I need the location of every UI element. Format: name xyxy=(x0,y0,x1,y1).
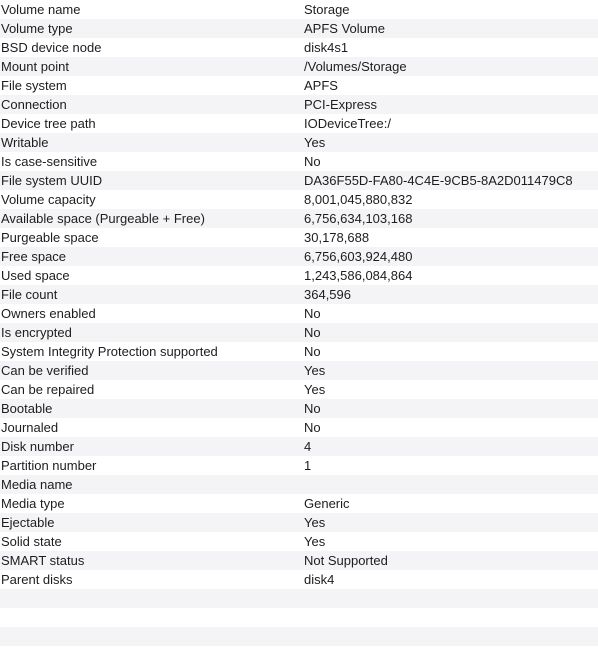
row-key: Journaled xyxy=(1,420,59,435)
row-key: Connection xyxy=(1,97,67,112)
row-value: No xyxy=(304,306,321,321)
row-key: SMART status xyxy=(1,553,85,568)
table-row[interactable] xyxy=(0,437,598,456)
row-value: Yes xyxy=(304,382,326,397)
row-key: Purgeable space xyxy=(1,230,99,245)
table-row[interactable] xyxy=(0,513,598,532)
row-value: No xyxy=(304,154,321,169)
row-value: No xyxy=(304,420,321,435)
table-row[interactable] xyxy=(0,57,598,76)
row-value: 6,756,634,103,168 xyxy=(304,211,413,226)
table-row[interactable] xyxy=(0,456,598,475)
row-value: Generic xyxy=(304,496,350,511)
row-key: File system xyxy=(1,78,67,93)
row-key: Device tree path xyxy=(1,116,96,131)
row-key: Media name xyxy=(1,477,73,492)
row-value: Yes xyxy=(304,515,326,530)
table-row[interactable] xyxy=(0,133,598,152)
row-key: Owners enabled xyxy=(1,306,96,321)
table-row[interactable] xyxy=(0,475,598,494)
table-row[interactable] xyxy=(0,209,598,228)
row-key: Solid state xyxy=(1,534,62,549)
table-row[interactable] xyxy=(0,228,598,247)
row-key: Media type xyxy=(1,496,65,511)
table-row-empty xyxy=(0,589,598,608)
table-row[interactable] xyxy=(0,285,598,304)
row-value: Not Supported xyxy=(304,553,388,568)
row-key: Ejectable xyxy=(1,515,55,530)
table-row[interactable] xyxy=(0,0,598,19)
table-row[interactable] xyxy=(0,418,598,437)
table-row-empty xyxy=(0,608,598,627)
row-key: Used space xyxy=(1,268,70,283)
table-row[interactable] xyxy=(0,551,598,570)
table-row[interactable] xyxy=(0,38,598,57)
row-key: File count xyxy=(1,287,58,302)
row-key: Writable xyxy=(1,135,49,150)
row-key: Partition number xyxy=(1,458,97,473)
row-value: 8,001,045,880,832 xyxy=(304,192,413,207)
row-value: APFS Volume xyxy=(304,21,385,36)
table-row[interactable] xyxy=(0,114,598,133)
row-key: Available space (Purgeable + Free) xyxy=(1,211,205,226)
row-value: 1 xyxy=(304,458,312,473)
row-value: PCI-Express xyxy=(304,97,377,112)
row-value: No xyxy=(304,325,321,340)
row-value: APFS xyxy=(304,78,338,93)
table-row-empty xyxy=(0,627,598,646)
table-row[interactable] xyxy=(0,342,598,361)
table-row[interactable] xyxy=(0,361,598,380)
row-key: BSD device node xyxy=(1,40,102,55)
row-value: 6,756,603,924,480 xyxy=(304,249,413,264)
row-key: Parent disks xyxy=(1,572,73,587)
table-row[interactable] xyxy=(0,323,598,342)
row-value: disk4 xyxy=(304,572,335,587)
row-key: Volume capacity xyxy=(1,192,96,207)
row-value: No xyxy=(304,401,321,416)
table-row[interactable] xyxy=(0,152,598,171)
table-row[interactable] xyxy=(0,304,598,323)
row-key: Free space xyxy=(1,249,67,264)
table-row[interactable] xyxy=(0,494,598,513)
row-key: Is encrypted xyxy=(1,325,72,340)
table-row[interactable] xyxy=(0,76,598,95)
table-row[interactable] xyxy=(0,266,598,285)
row-value: Yes xyxy=(304,135,326,150)
row-value: IODeviceTree:/ xyxy=(304,116,391,131)
row-value: DA36F55D-FA80-4C4E-9CB5-8A2D011479C8 xyxy=(304,173,573,188)
row-value: /Volumes/Storage xyxy=(304,59,407,74)
table-row[interactable] xyxy=(0,532,598,551)
row-value: 1,243,586,084,864 xyxy=(304,268,413,283)
row-value: No xyxy=(304,344,321,359)
row-key: Bootable xyxy=(1,401,53,416)
row-key: Can be repaired xyxy=(1,382,95,397)
row-key: Is case-sensitive xyxy=(1,154,98,169)
table-row[interactable] xyxy=(0,190,598,209)
row-value: 30,178,688 xyxy=(304,230,370,245)
table-row[interactable] xyxy=(0,380,598,399)
table-row[interactable] xyxy=(0,570,598,589)
table-row[interactable] xyxy=(0,247,598,266)
table-row[interactable] xyxy=(0,171,598,190)
row-key: Can be verified xyxy=(1,363,89,378)
row-value: 364,596 xyxy=(304,287,351,302)
row-key: Mount point xyxy=(1,59,69,74)
row-key: Volume name xyxy=(1,2,81,17)
row-value: disk4s1 xyxy=(304,40,349,55)
row-key: Disk number xyxy=(1,439,74,454)
row-value: Storage xyxy=(304,2,350,17)
row-key: File system UUID xyxy=(1,173,103,188)
row-value: Yes xyxy=(304,363,326,378)
row-key: Volume type xyxy=(1,21,73,36)
row-value: Yes xyxy=(304,534,326,549)
table-row[interactable] xyxy=(0,399,598,418)
table-row[interactable] xyxy=(0,95,598,114)
table-row[interactable] xyxy=(0,19,598,38)
row-value: 4 xyxy=(304,439,312,454)
row-key: System Integrity Protection supported xyxy=(1,344,218,359)
